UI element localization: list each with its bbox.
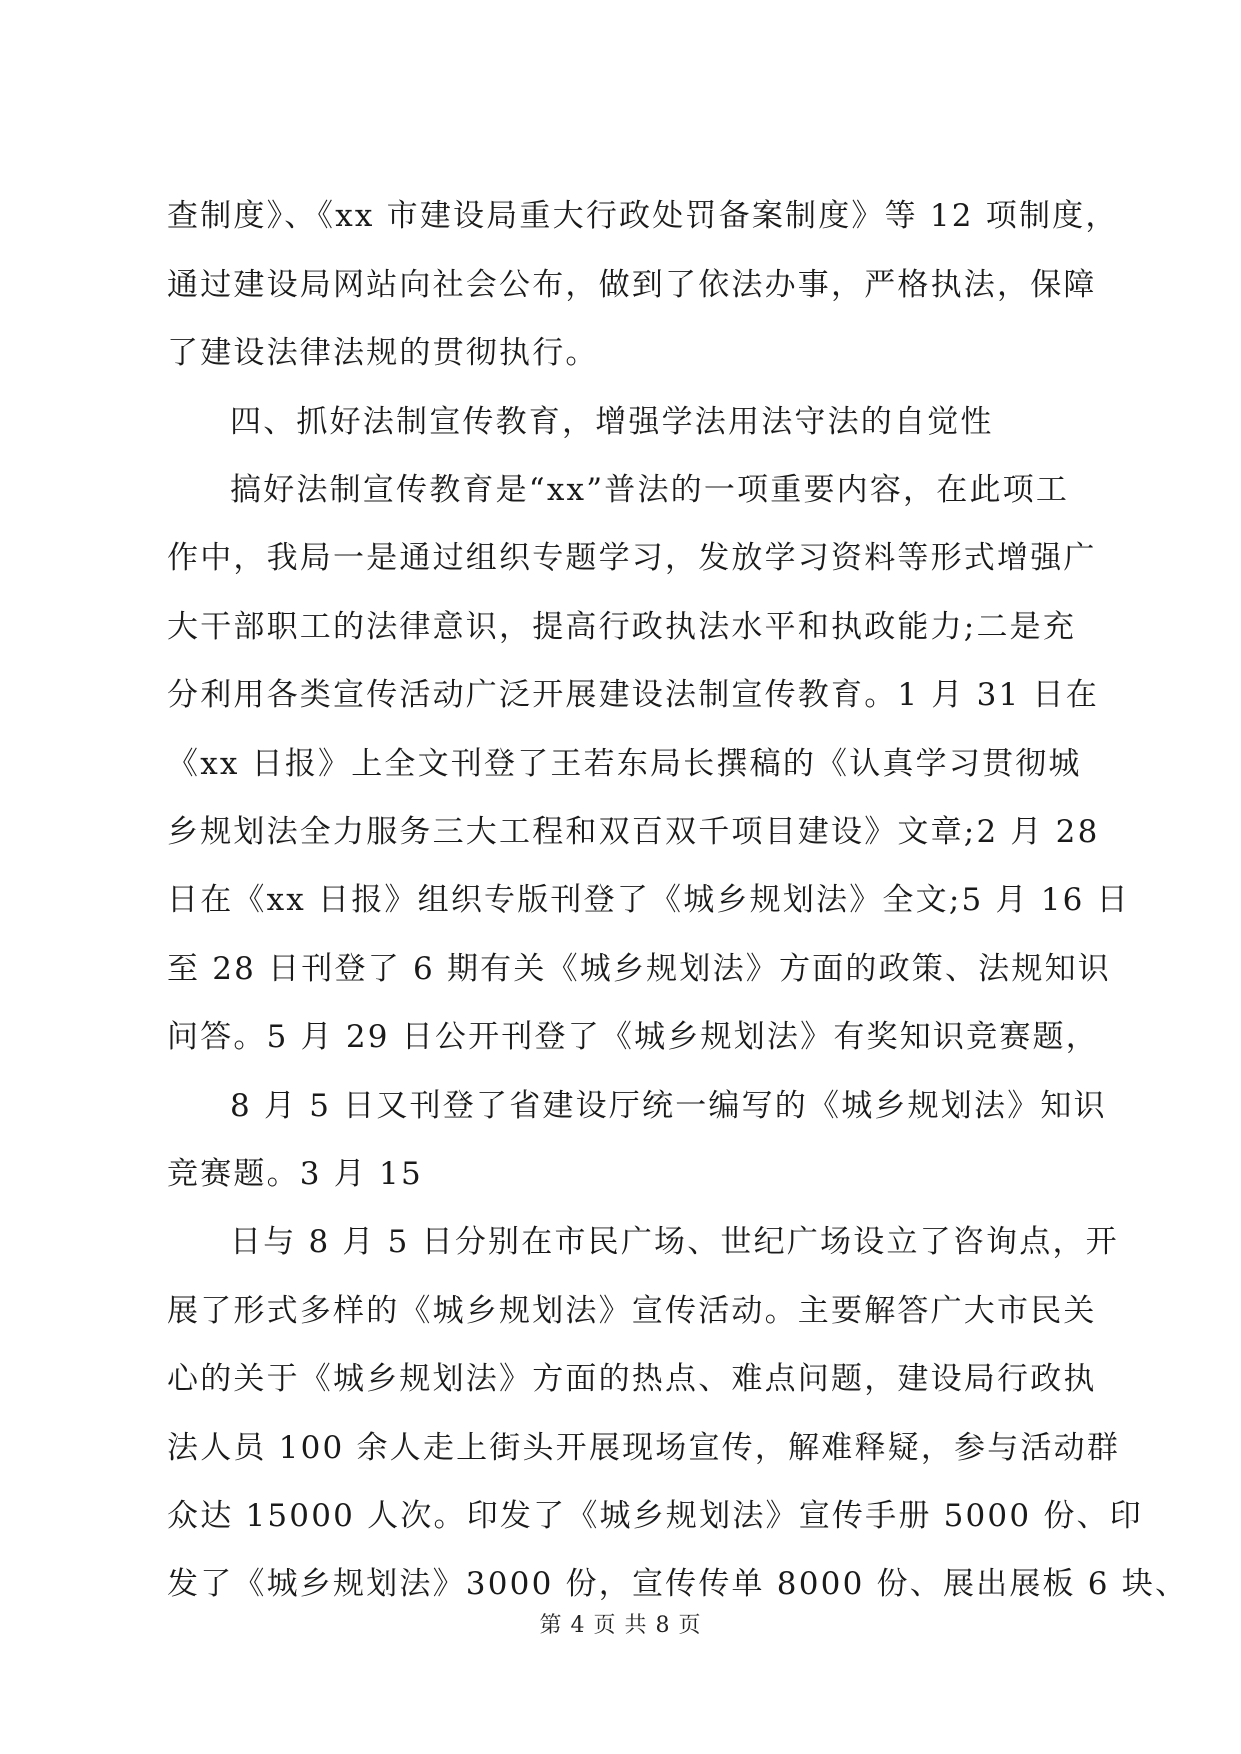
section-heading: 四、抓好法制宣传教育，增强学法用法守法的自觉性 <box>230 404 994 440</box>
body-text-line: 展了形式多样的《城乡规划法》宣传活动。主要解答广大市民关 <box>167 1293 1097 1329</box>
body-text-line: 搞好法制宣传教育是“xx”普法的一项重要内容，在此项工 <box>230 472 1070 508</box>
body-text-line: 日与 8 月 5 日分别在市民广场、世纪广场设立了咨询点，开 <box>230 1224 1119 1260</box>
body-text-line: 大干部职工的法律意识，提高行政执法水平和执政能力;二是充 <box>167 609 1077 645</box>
body-text-line: 8 月 5 日又刊登了省建设厅统一编写的《城乡规划法》知识 <box>230 1088 1107 1124</box>
body-text-line: 至 28 日刊登了 6 期有关《城乡规划法》方面的政策、法规知识 <box>167 951 1111 987</box>
body-text-line: 《xx 日报》上全文刊登了王若东局长撰稿的《认真学习贯彻城 <box>167 746 1082 782</box>
body-text-line: 分利用各类宣传活动广泛开展建设法制宣传教育。1 月 31 日在 <box>167 677 1099 713</box>
body-text-line: 众达 15000 人次。印发了《城乡规划法》宣传手册 5000 份、印 <box>167 1498 1143 1534</box>
body-text-line: 日在《xx 日报》组织专版刊登了《城乡规划法》全文;5 月 16 日 <box>167 882 1130 918</box>
body-text-line: 查制度》、《xx 市建设局重大行政处罚备案制度》等 12 项制度， <box>167 198 1119 234</box>
body-text-line: 法人员 100 余人走上街头开展现场宣传，解难释疑，参与活动群 <box>167 1430 1121 1466</box>
body-text-line: 乡规划法全力服务三大工程和双百双千项目建设》文章;2 月 28 <box>167 814 1100 850</box>
body-text-line: 作中，我局一是通过组织专题学习，发放学习资料等形式增强广 <box>167 540 1097 576</box>
page-number-footer: 第 4 页 共 8 页 <box>539 1613 702 1638</box>
body-text-line: 问答。5 月 29 日公开刊登了《城乡规划法》有奖知识竞赛题， <box>167 1019 1099 1055</box>
body-text-line: 通过建设局网站向社会公布，做到了依法办事，严格执法，保障 <box>167 267 1097 303</box>
body-text-line: 心的关于《城乡规划法》方面的热点、难点问题，建设局行政执 <box>167 1361 1097 1397</box>
body-text-line: 发了《城乡规划法》3000 份，宣传传单 8000 份、展出展板 6 块、 <box>167 1566 1189 1602</box>
body-text-line: 了建设法律法规的贯彻执行。 <box>167 335 599 371</box>
body-text-line: 竞赛题。3 月 15 <box>167 1156 423 1192</box>
